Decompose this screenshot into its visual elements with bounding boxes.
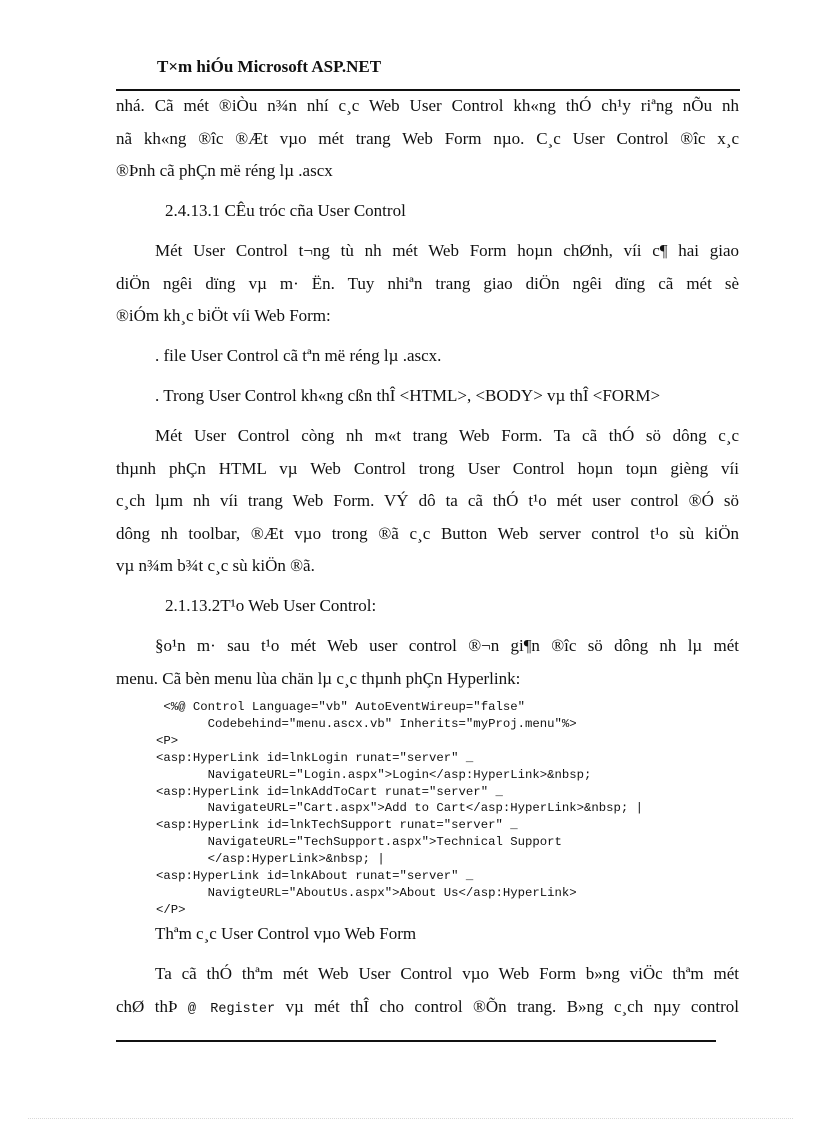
- footer-rule: [116, 1040, 716, 1042]
- add-control-paragraph: [116, 958, 739, 1026]
- create-line-2: menu. Cã bèn menu lùa chän lµ c¸c thµnh phÇn Hyperlink:: [116, 668, 521, 688]
- usage-paragraph: [116, 420, 739, 583]
- intro-line-2: nã kh«ng ®îc ®Æt vµo mét trang Web Form nµo. C¸c User Control ®îc x¸c: [116, 128, 739, 148]
- code-line: NavigteURL="AboutUs.aspx">About Us</asp:HyperLink>: [156, 885, 577, 900]
- code-line: <%@ Control Language="vb" AutoEventWireup="false": [156, 700, 525, 714]
- add-control-heading: Thªm c¸c User Control vµo Web Form: [155, 924, 417, 943]
- page-header-title: T×m hiÓu Microsoft ASP.NET: [157, 57, 382, 76]
- code-line: </asp:HyperLink>&nbsp; |: [156, 852, 385, 867]
- page-bottom-edge: [28, 1118, 793, 1119]
- code-line: <asp:HyperLink id=lnkAbout runat="server" _: [156, 869, 474, 884]
- code-line: <asp:HyperLink id=lnkTechSupport runat="server" _: [156, 818, 518, 833]
- structure-line-1: Mét User Control t¬ng tù nh mét Web Form hoµn chØnh, víi c¶ hai giao: [155, 241, 739, 260]
- intro-line-3: ®Þnh cã phÇn më réng lµ .ascx: [116, 161, 333, 180]
- register-directive-code: @ Register: [187, 1001, 276, 1017]
- usage-line-4: dông nh toolbar, ®Æt vµo trong ®ã c¸c Button Web server control t¹o sù kiÖn: [116, 523, 739, 543]
- structure-paragraph: [116, 235, 739, 333]
- usage-line-2: thµnh phÇn HTML vµ Web Control trong User Control hoµn toµn gièng víi: [116, 458, 739, 478]
- add-line-1: Ta cã thÓ thªm mét Web User Control vµo Web Form b»ng viÖc thªm mét: [155, 964, 739, 983]
- code-line: <P>: [156, 733, 179, 748]
- section-heading-structure: 2.4.13.1 CÊu tróc cña User Control: [165, 201, 406, 220]
- create-paragraph: [116, 630, 739, 695]
- usage-line-3: c¸ch lµm nh víi trang Web Form. VÝ dô ta cã thÓ t¹o mét user control ®Ó sö: [116, 491, 739, 510]
- intro-line-1: nhá. Cã mét ®iÒu n¾n nhí c¸c Web User Control kh«ng thÓ ch¹y riªng nÕu nh: [116, 96, 739, 115]
- code-block: [156, 699, 643, 919]
- code-line: </P>: [156, 902, 186, 917]
- bullet-item-1: . file User Control cã tªn më réng lµ .ascx.: [155, 346, 442, 365]
- usage-line-1: Mét User Control còng nh m«t trang Web Form. Ta cã thÓ sö dông c¸c: [155, 426, 739, 445]
- create-line-1: §o¹n m· sau t¹o mét Web user control ®¬n gi¶n ®îc sö dông nh lµ mét: [155, 636, 739, 655]
- code-line: <asp:HyperLink id=lnkLogin runat="server" _: [156, 750, 474, 765]
- section-heading-create: 2.1.13.2T¹o Web User Control:: [165, 596, 377, 615]
- structure-line-3: ®iÓm kh¸c biÖt víi Web Form:: [116, 306, 331, 325]
- bullet-item-2: . Trong User Control kh«ng cßn thÎ <HTML>, <BODY> vµ thÎ <FORM>: [155, 386, 661, 405]
- code-line: Codebehind="menu.ascx.vb" Inherits="myProj.menu"%>: [156, 716, 577, 731]
- structure-line-2: diÖn ngêi dïng vµ m· Ën. Tuy nhiªn trang giao diÖn ngêi dïng cã mét sè: [116, 273, 739, 293]
- code-line: NavigateURL="Login.aspx">Login</asp:HyperLink>&nbsp;: [156, 767, 592, 782]
- add-line-2: chØ thÞ @ Register vµ mét thÎ cho control ®Õn trang. B»ng c¸ch nµy control: [116, 996, 740, 1017]
- code-line: <asp:HyperLink id=lnkAddToCart runat="server" _: [156, 784, 503, 799]
- usage-line-5: vµ n¾m b¾t c¸c sù kiÖn ®ã.: [116, 556, 315, 575]
- code-line: NavigateURL="Cart.aspx">Add to Cart</asp:HyperLink>&nbsp; |: [156, 801, 644, 816]
- code-line: NavigateURL="TechSupport.aspx">Technical Support: [156, 835, 562, 850]
- intro-paragraph: [116, 90, 739, 188]
